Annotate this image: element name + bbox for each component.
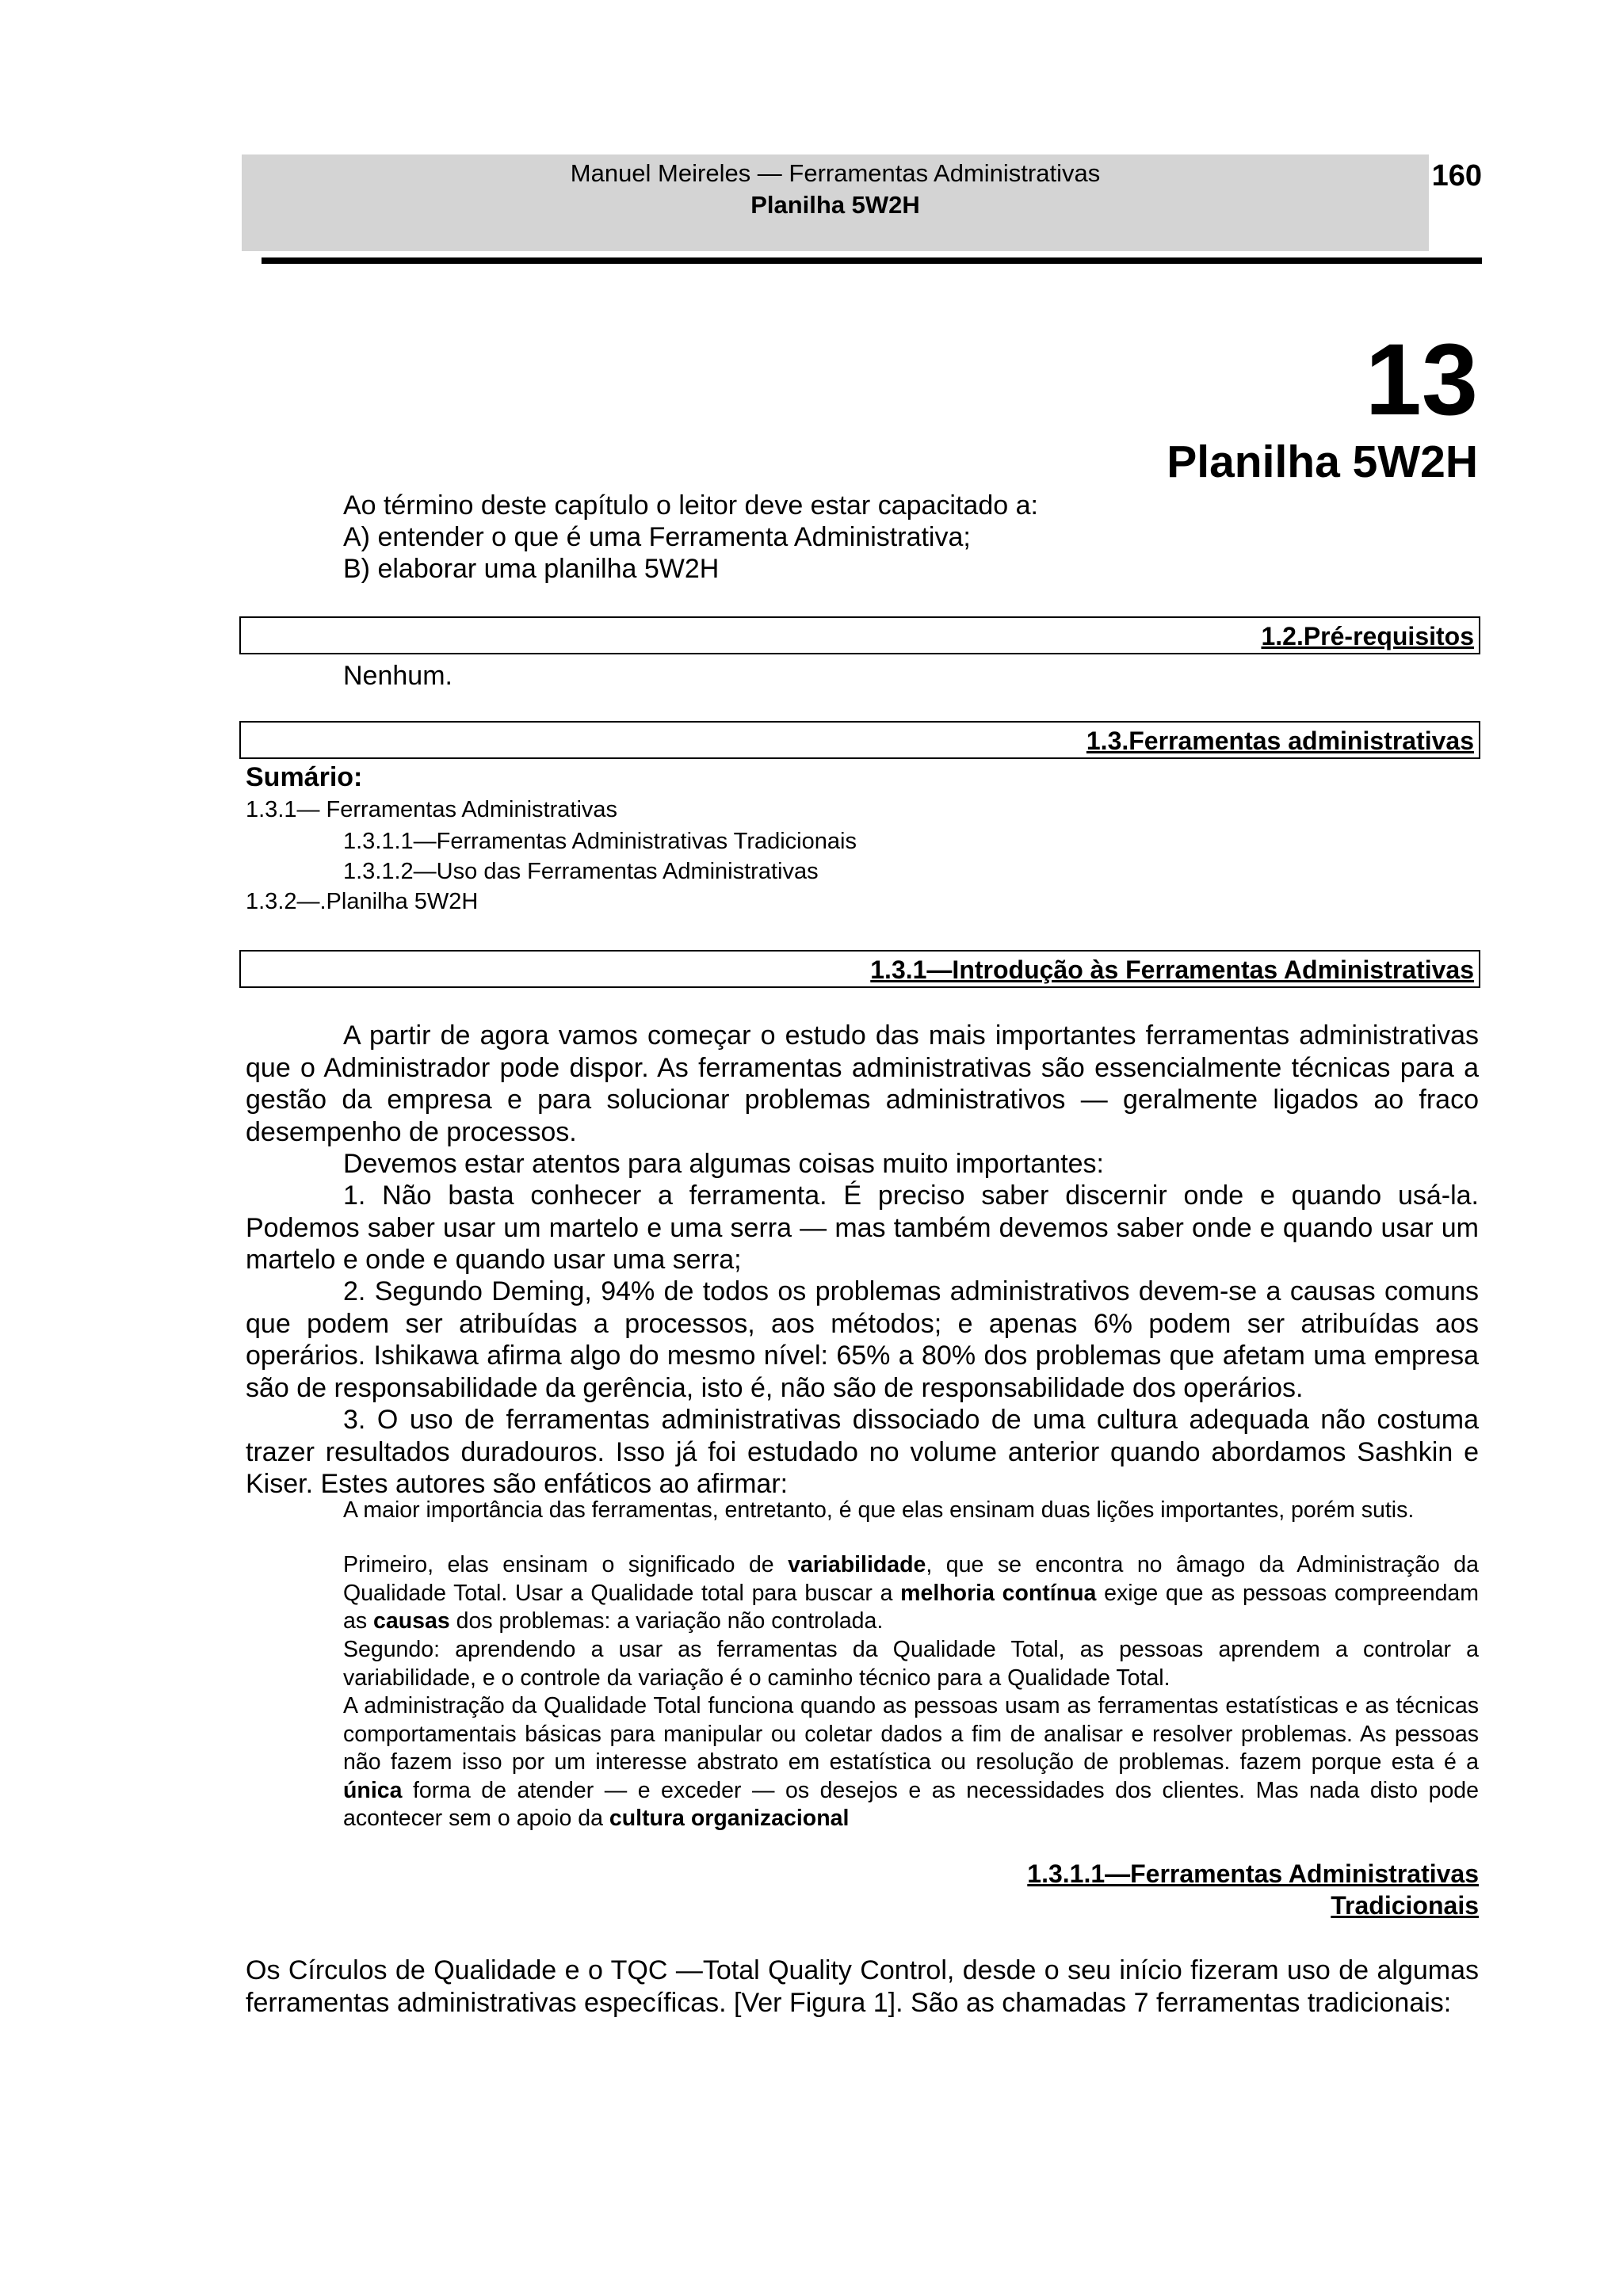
chapter-number: 13 (1365, 323, 1478, 437)
objective-item: A) entender o que é uma Ferramenta Administrativa; (343, 522, 971, 552)
body-paragraph: Os Círculos de Qualidade e o TQC —Total Quality Control, desde o seu início fizeram uso de algumas ferramentas administrativas específicas. [Ver Figura 1]. São as chamadas 7 ferramentas tradicionais: (246, 1955, 1479, 2018)
body-paragraph: Devemos estar atentos para algumas coisas muito importantes: (343, 1149, 1105, 1179)
body-paragraph: A partir de agora vamos começar o estudo das mais importantes ferramentas administrativas que o Administrador pode dispor. As ferramentas administrativas são essencialmente técnicas para a gestão da empresa e para solucionar problemas administrativos — geralmente ligados ao fraco desempenho de processos. (246, 1020, 1479, 1147)
summary-label: Sumário: (246, 762, 363, 792)
summary-item: 1.3.1.2—Uso das Ferramentas Administrativas (343, 859, 819, 884)
body-paragraph: 2. Segundo Deming, 94% de todos os problemas administrativos devem-se a causas comuns que podem ser atribuídas a processos, aos métodos; e apenas 6% podem ser atribuídas aos operários. Ishikawa afirma algo do mesmo nível: 65% a 80% dos problemas que afetam uma empresa são de responsabilidade da gerência, isto é, não são de responsabilidade dos operários. (246, 1276, 1479, 1403)
quote-paragraph: Primeiro, elas ensinam o significado de variabilidade, que se encontra no âmago da Administração da Qualidade Total. Usar a Qualidade total para buscar a melhoria contínua exige que as pessoas compreendam as causas dos problemas: a variação não controlada. (343, 1552, 1480, 1634)
summary-item: 1.3.2—.Planilha 5W2H (246, 889, 479, 914)
page-number: 160 (1431, 159, 1482, 193)
body-paragraph: 3. O uso de ferramentas administrativas dissociado de uma cultura adequada não costuma trazer resultados duradouros. Isso já foi estudado no volume anterior quando abordamos Sashkin e Kiser. Estes autores são enfáticos ao afirmar: (246, 1405, 1479, 1499)
running-header-subtitle: Planilha 5W2H (750, 191, 920, 219)
quote-paragraph: Segundo: aprendendo a usar as ferramentas da Qualidade Total, as pessoas aprendem a controlar a variabilidade, e o controle da variação é o caminho técnico para a Qualidade Total. (343, 1637, 1479, 1691)
summary-item: 1.3.1— Ferramentas Administrativas (246, 797, 618, 822)
heading-traditional-tools-line1: 1.3.1.1—Ferramentas Administrativas (1027, 1859, 1479, 1888)
objectives-intro: Ao término deste capítulo o leitor deve estar capacitado a: (343, 490, 1038, 521)
heading-intro: 1.3.1—Introdução às Ferramentas Administrativas (870, 955, 1474, 984)
summary-item: 1.3.1.1—Ferramentas Administrativas Tradicionais (343, 829, 857, 854)
running-header-author: Manuel Meireles — Ferramentas Administrativas (570, 159, 1101, 187)
quote-paragraph: A administração da Qualidade Total funciona quando as pessoas usam as ferramentas estatísticas e as técnicas comportamentais básicas para manipular ou coletar dados a fim de analisar e resolver problemas. As pessoas não fazem isso por um interesse abstrato em estatística ou resolução de problemas. fazem porque esta é a única forma de atender — e exceder — os desejos e as necessidades dos clientes. Mas nada disto pode acontecer sem o apoio da cultura organizacional (343, 1693, 1479, 1831)
body-paragraph: 1. Não basta conhecer a ferramenta. É preciso saber discernir onde e quando usá-la. Podemos saber usar um martelo e uma serra — mas também devemos saber onde e quando usar um martelo e onde e quando usar uma serra; (246, 1180, 1479, 1275)
header-rule (262, 257, 1482, 264)
heading-tools: 1.3.Ferramentas administrativas (1086, 727, 1474, 755)
chapter-title: Planilha 5W2H (1167, 437, 1478, 487)
heading-prerequisites: 1.2.Pré-requisitos (1261, 622, 1474, 650)
objective-item: B) elaborar uma planilha 5W2H (343, 554, 720, 584)
prerequisites-text: Nenhum. (343, 661, 453, 691)
heading-traditional-tools-line2: Tradicionais (1331, 1891, 1479, 1920)
quote-paragraph: A maior importância das ferramentas, entretanto, é que elas ensinam duas lições importantes, porém sutis. (343, 1497, 1415, 1523)
